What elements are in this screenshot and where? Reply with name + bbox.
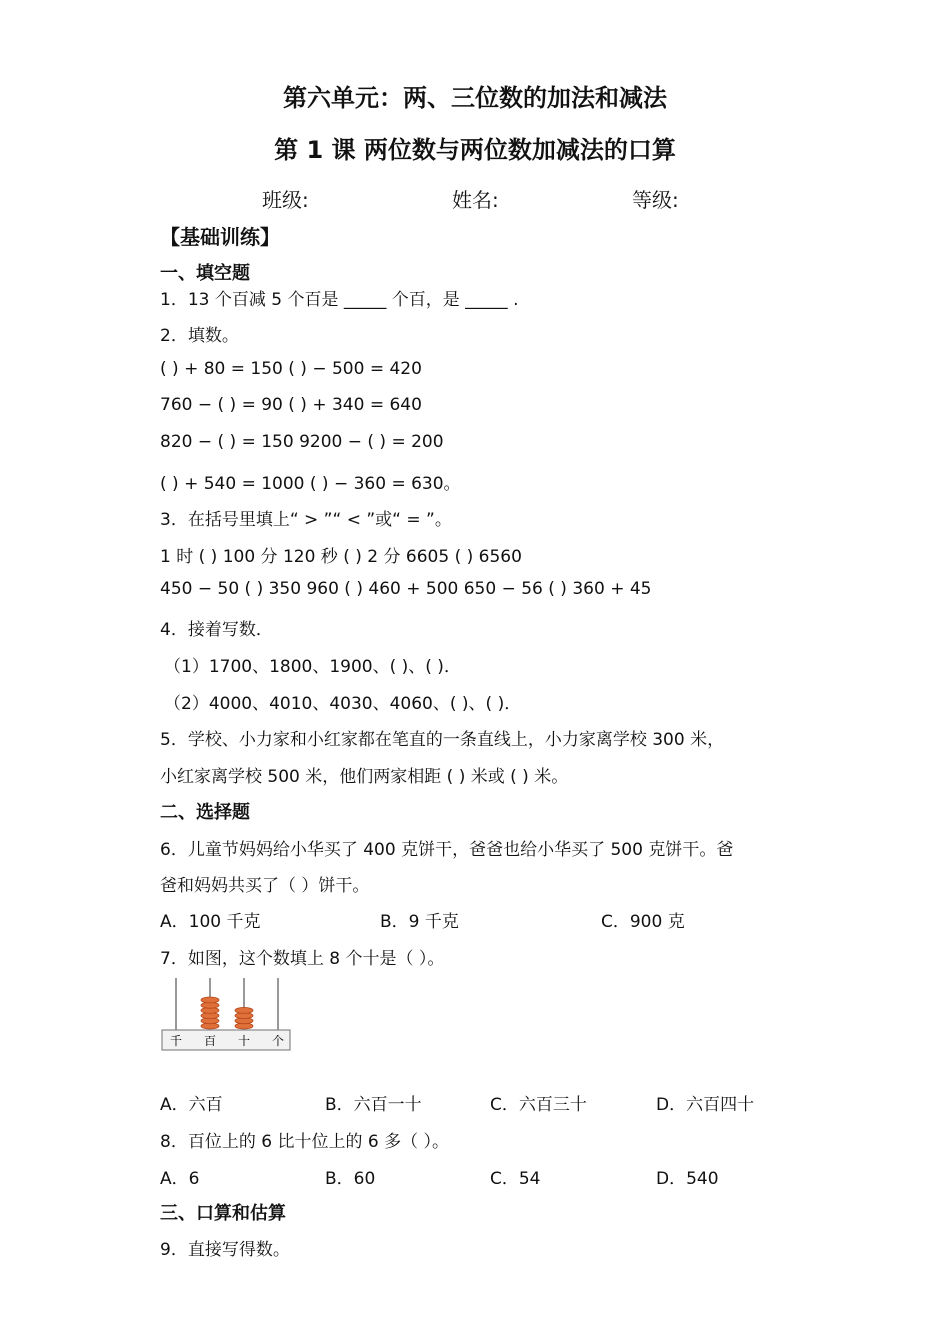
lesson-title: 第 1 课 两位数与两位数加减法的口算 xyxy=(274,136,676,164)
question-3-row: 450 − 50 ( ) 350 960 ( ) 460 + 500 650 − 56 ( ) 360 + 45 xyxy=(160,579,652,599)
question-1: 1．13 个百减 5 个百是 _____ 个百，是 _____ . xyxy=(160,290,519,310)
question-8-option-a: A．6 xyxy=(160,1169,200,1189)
question-4-row: （2）4000、4010、4030、4060、( )、( )． xyxy=(164,694,522,714)
question-7-stem: 7．如图，这个数填上 8 个十是（ ）。 xyxy=(160,949,445,969)
question-6-option-c: C．900 克 xyxy=(601,912,685,932)
question-9-stem: 9．直接写得数。 xyxy=(160,1240,290,1260)
question-4-stem: 4．接着写数． xyxy=(160,620,273,640)
question-8-option-b: B．60 xyxy=(325,1169,376,1189)
name-label: 姓名: xyxy=(452,188,499,212)
question-7-option-c: C．六百三十 xyxy=(490,1095,587,1115)
section-mental-math-heading: 三、口算和估算 xyxy=(160,1203,286,1224)
question-2-stem: 2．填数。 xyxy=(160,326,239,346)
question-2-row: 760 − ( ) = 90 ( ) + 340 = 640 xyxy=(160,395,422,415)
question-4-row: （1）1700、1800、1900、( )、( )． xyxy=(164,657,461,677)
abacus-label-ones: 个 xyxy=(271,1034,285,1048)
question-6-line2: 爸和妈妈共买了（ ）饼干。 xyxy=(160,876,370,896)
question-5-line2: 小红家离学校 500 米，他们两家相距 ( ) 米或 ( ) 米。 xyxy=(160,767,569,787)
question-6-option-a: A．100 千克 xyxy=(160,912,261,932)
abacus-rods xyxy=(176,978,278,1030)
class-label: 班级: xyxy=(262,188,309,212)
question-8-option-c: C．54 xyxy=(490,1169,541,1189)
question-8-stem: 8．百位上的 6 比十位上的 6 多（ ）。 xyxy=(160,1132,449,1152)
abacus-label-tens: 十 xyxy=(237,1034,251,1048)
unit-title: 第六单元：两、三位数的加法和减法 xyxy=(283,84,667,112)
question-3-row: 1 时 ( ) 100 分 120 秒 ( ) 2 分 6605 ( ) 6560 xyxy=(160,547,522,567)
question-2-row: 820 − ( ) = 150 9200 − ( ) = 200 xyxy=(160,432,444,452)
basic-training-heading: 【基础训练】 xyxy=(160,225,280,249)
question-6-option-b: B．9 千克 xyxy=(380,912,459,932)
question-2-row: ( ) + 540 = 1000 ( ) − 360 = 630。 xyxy=(160,474,461,494)
abacus-bead-tens xyxy=(235,1007,253,1013)
question-8-option-d: D．540 xyxy=(656,1169,719,1189)
section-choice-heading: 二、选择题 xyxy=(160,802,250,823)
question-5-line1: 5．学校、小力家和小红家都在笔直的一条直线上，小力家离学校 300 米， xyxy=(160,730,725,750)
grade-label: 等级: xyxy=(632,188,679,212)
abacus-bead-hundreds xyxy=(201,997,219,1003)
question-7-option-d: D．六百四十 xyxy=(656,1095,755,1115)
question-2-row: ( ) + 80 = 150 ( ) − 500 = 420 xyxy=(160,359,422,379)
section-fill-blank-heading: 一、填空题 xyxy=(160,263,250,284)
abacus-label-thousands: 千 xyxy=(169,1034,183,1048)
abacus-label-hundreds: 百 xyxy=(203,1034,217,1048)
question-6-line1: 6．儿童节妈妈给小华买了 400 克饼干，爸爸也给小华买了 500 克饼干。爸 xyxy=(160,840,734,860)
abacus-figure xyxy=(160,976,292,1054)
question-7-option-b: B．六百一十 xyxy=(325,1095,422,1115)
question-7-option-a: A．六百 xyxy=(160,1095,223,1115)
question-3-stem: 3．在括号里填上“ > ”“ < ”或“ = ”。 xyxy=(160,510,452,530)
